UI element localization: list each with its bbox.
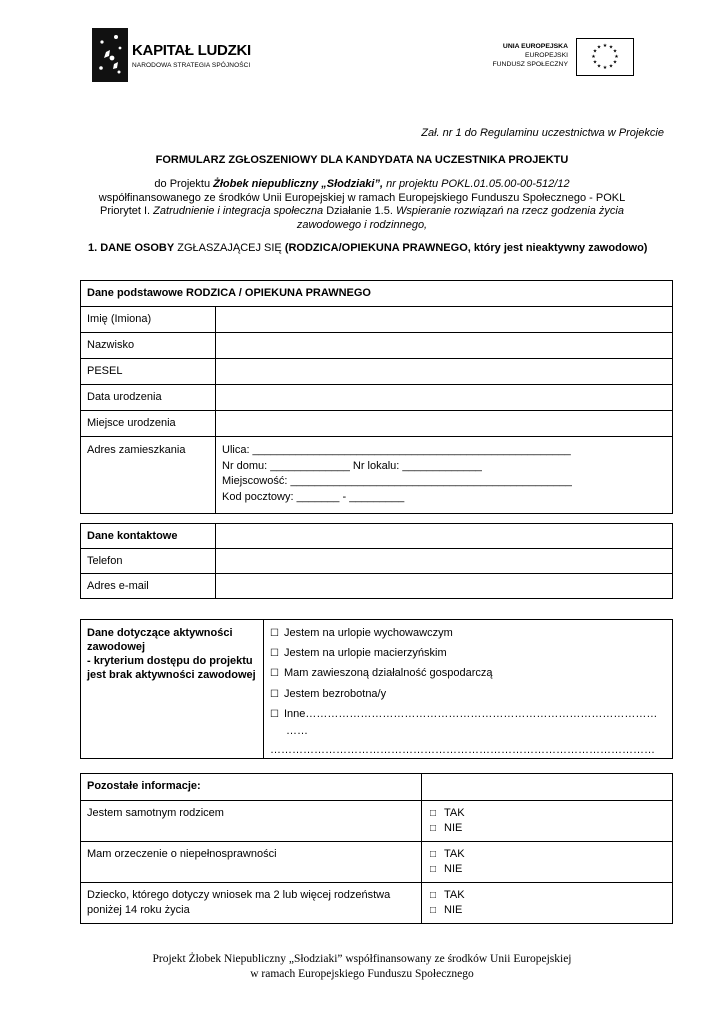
- svg-text:★: ★: [608, 44, 614, 51]
- project-priority: Priorytet I.: [99, 205, 154, 217]
- yes-label: TAK: [444, 889, 465, 901]
- email-field[interactable]: [216, 574, 673, 599]
- eu-line-2: EUROPEJSKI: [524, 52, 568, 59]
- table-row: [81, 574, 673, 599]
- svg-text:★: ★: [592, 59, 598, 66]
- eu-logo-text: [492, 42, 568, 69]
- eu-line-1: UNIA EUROPEJSKA: [502, 43, 568, 50]
- checkbox-icon[interactable]: □: [430, 864, 437, 875]
- single-parent-yes[interactable]: [430, 806, 666, 821]
- kl-subtitle: NARODOWA STRATEGIA SPÓJNOŚCI: [132, 62, 251, 69]
- first-name-label: Imię (Imiona): [81, 307, 216, 333]
- option-label: Jestem bezrobotna/y: [284, 687, 387, 700]
- table-row: [81, 333, 673, 359]
- no-label: NIE: [444, 822, 463, 834]
- siblings-yes[interactable]: [430, 888, 666, 903]
- attachment-note: Zał. nr 1 do Regulaminu uczestnictwa w Projekcie: [421, 127, 664, 139]
- single-parent-options: [422, 801, 673, 842]
- table-row: [81, 883, 673, 924]
- svg-text:★: ★: [596, 44, 602, 51]
- project-action: Działanie 1.5.: [323, 205, 396, 217]
- option-other-line[interactable]: ……………………………………………………………………………………………: [270, 743, 655, 756]
- table-row: [81, 524, 673, 549]
- option-maternity-leave[interactable]: [270, 646, 666, 661]
- project-name: Żłobek niepubliczny „Słodziaki”,: [213, 178, 384, 190]
- kapital-ludzki-emblem-icon: [92, 28, 128, 82]
- option-label: Jestem na urlopie wychowawczym: [284, 627, 453, 639]
- table-row: [81, 774, 673, 801]
- checkbox-icon[interactable]: ☐: [270, 648, 279, 660]
- checkbox-icon[interactable]: □: [430, 890, 437, 901]
- section-1-b: ZGŁASZAJĄCEJ SIĘ: [174, 242, 285, 254]
- contact-table: [80, 523, 673, 599]
- pesel-label: PESEL: [81, 359, 216, 385]
- table-row: [81, 411, 673, 437]
- project-action-name: Wspieranie rozwiązań na rzecz godzenia życia zawodowego i rodzinnego,: [296, 205, 624, 231]
- section-1-heading: [88, 241, 648, 255]
- address-label: Adres zamieszkania: [81, 437, 216, 514]
- disability-no[interactable]: [430, 862, 666, 877]
- section-1-c: (RODZICA/OPIEKUNA PRAWNEGO, który jest nieaktywny zawodowo): [284, 242, 648, 254]
- activity-options: [264, 620, 673, 759]
- footer-line-2: w ramach Europejskiego Funduszu Społecznego: [250, 968, 474, 980]
- eu-flag-icon: [576, 38, 634, 76]
- option-other[interactable]: [270, 707, 666, 722]
- project-priority-name: Zatrudnienie i integracja społeczna: [153, 205, 324, 217]
- other-heading: Pozostałe informacje:: [81, 774, 422, 801]
- svg-text:★: ★: [612, 48, 618, 55]
- option-unemployed[interactable]: [270, 687, 666, 702]
- svg-text:★: ★: [591, 54, 596, 60]
- birth-place-label: Miejsce urodzenia: [81, 411, 216, 437]
- activity-table: [80, 619, 673, 759]
- contact-heading: Dane kontaktowe: [81, 524, 216, 549]
- siblings-options: [422, 883, 673, 924]
- svg-text:★: ★: [614, 54, 619, 60]
- contact-heading-empty: [216, 524, 673, 549]
- single-parent-label: Jestem samotnym rodzicem: [81, 801, 422, 842]
- birth-place-field[interactable]: [216, 411, 673, 437]
- siblings-no[interactable]: [430, 903, 666, 918]
- disability-yes[interactable]: [430, 847, 666, 862]
- table-row: [81, 549, 673, 574]
- checkbox-icon[interactable]: □: [430, 905, 437, 916]
- svg-text:★: ★: [602, 65, 608, 71]
- svg-text:★: ★: [602, 43, 608, 49]
- city-line[interactable]: Miejscowość: ______________________________________________: [222, 475, 572, 487]
- birth-date-label: Data urodzenia: [81, 385, 216, 411]
- basic-data-heading: Dane podstawowe RODZICA / OPIEKUNA PRAWNEGO: [81, 281, 673, 307]
- kl-title: KAPITAŁ LUDZKI: [132, 42, 251, 59]
- table-row: [81, 801, 673, 842]
- footer-line-1: Projekt Żłobek Niepubliczny „Słodziaki” współfinansowany ze środków Unii Europejskiej: [152, 953, 572, 965]
- option-label: Mam zawieszoną działalność gospodarczą: [284, 667, 493, 680]
- svg-text:★: ★: [596, 63, 602, 70]
- svg-text:★: ★: [608, 63, 614, 70]
- address-field[interactable]: [216, 437, 673, 514]
- checkbox-icon[interactable]: ☐: [270, 688, 279, 700]
- table-row: [81, 620, 673, 759]
- single-parent-no[interactable]: [430, 821, 666, 836]
- no-label: NIE: [444, 904, 463, 916]
- project-info: [80, 178, 644, 232]
- phone-label: Telefon: [81, 549, 216, 574]
- checkbox-icon[interactable]: □: [430, 808, 437, 819]
- activity-label: [81, 620, 264, 759]
- house-number-line[interactable]: Nr domu: _____________ Nr lokalu: _____________: [222, 459, 482, 472]
- svg-text:★: ★: [612, 59, 618, 66]
- first-name-field[interactable]: [216, 307, 673, 333]
- basic-data-table: [80, 280, 673, 514]
- no-label: NIE: [444, 863, 463, 875]
- eu-logo: [488, 38, 634, 78]
- option-parental-leave[interactable]: [270, 626, 666, 641]
- option-label: Jestem na urlopie macierzyńskim: [284, 647, 447, 660]
- postal-code-line[interactable]: Kod pocztowy: _______ - _________: [222, 490, 405, 503]
- footer: [0, 952, 724, 982]
- email-label: Adres e-mail: [81, 574, 216, 599]
- activity-label-2: - kryterium dostępu do projektu jest brak aktywności zawodowej: [87, 655, 256, 681]
- yes-label: TAK: [444, 807, 465, 819]
- siblings-label: Dziecko, którego dotyczy wniosek ma 2 lub więcej rodzeństwa poniżej 14 roku życia: [81, 883, 422, 924]
- checkbox-icon[interactable]: ☐: [270, 628, 279, 639]
- pesel-field[interactable]: [216, 359, 673, 385]
- disability-label: Mam orzeczenie o niepełnosprawności: [81, 842, 422, 883]
- checkbox-icon[interactable]: □: [430, 849, 437, 860]
- table-row: [81, 385, 673, 411]
- kapital-ludzki-logo: [92, 28, 262, 84]
- option-other-continuation[interactable]: ……: [286, 724, 308, 737]
- yes-label: TAK: [444, 848, 465, 860]
- option-suspended-business[interactable]: [270, 666, 666, 681]
- project-number: nr projektu POKL.01.05.00-00-512/12: [383, 178, 570, 190]
- checkbox-icon[interactable]: □: [430, 823, 437, 834]
- street-line[interactable]: Ulica: ____________________________________________________: [222, 444, 571, 456]
- eu-line-3: FUNDUSZ SPOŁECZNY: [492, 61, 568, 68]
- project-cofinancing: współfinansowanego ze środków Unii Europejskiej w ramach Europejskiego Funduszu Społecznego - POKL: [98, 191, 626, 204]
- disability-options: [422, 842, 673, 883]
- activity-label-1: Dane dotyczące aktywności zawodowej: [87, 627, 233, 653]
- section-1-a: 1. DANE OSOBY: [88, 242, 175, 254]
- table-row: [81, 307, 673, 333]
- surname-field[interactable]: [216, 333, 673, 359]
- phone-field[interactable]: [216, 549, 673, 574]
- option-label: Inne……………………………………………………………………………………: [284, 707, 658, 720]
- birth-date-field[interactable]: [216, 385, 673, 411]
- other-info-table: [80, 773, 673, 924]
- other-heading-empty: [422, 774, 673, 801]
- surname-label: Nazwisko: [81, 333, 216, 359]
- svg-text:★: ★: [592, 48, 598, 55]
- table-row: [81, 437, 673, 514]
- table-row: [81, 359, 673, 385]
- checkbox-icon[interactable]: ☐: [270, 668, 279, 680]
- project-prefix: do Projektu: [154, 178, 214, 190]
- table-row: [81, 842, 673, 883]
- form-title: FORMULARZ ZGŁOSZENIOWY DLA KANDYDATA NA UCZESTNIKA PROJEKTU: [155, 154, 569, 166]
- checkbox-icon[interactable]: ☐: [270, 708, 279, 720]
